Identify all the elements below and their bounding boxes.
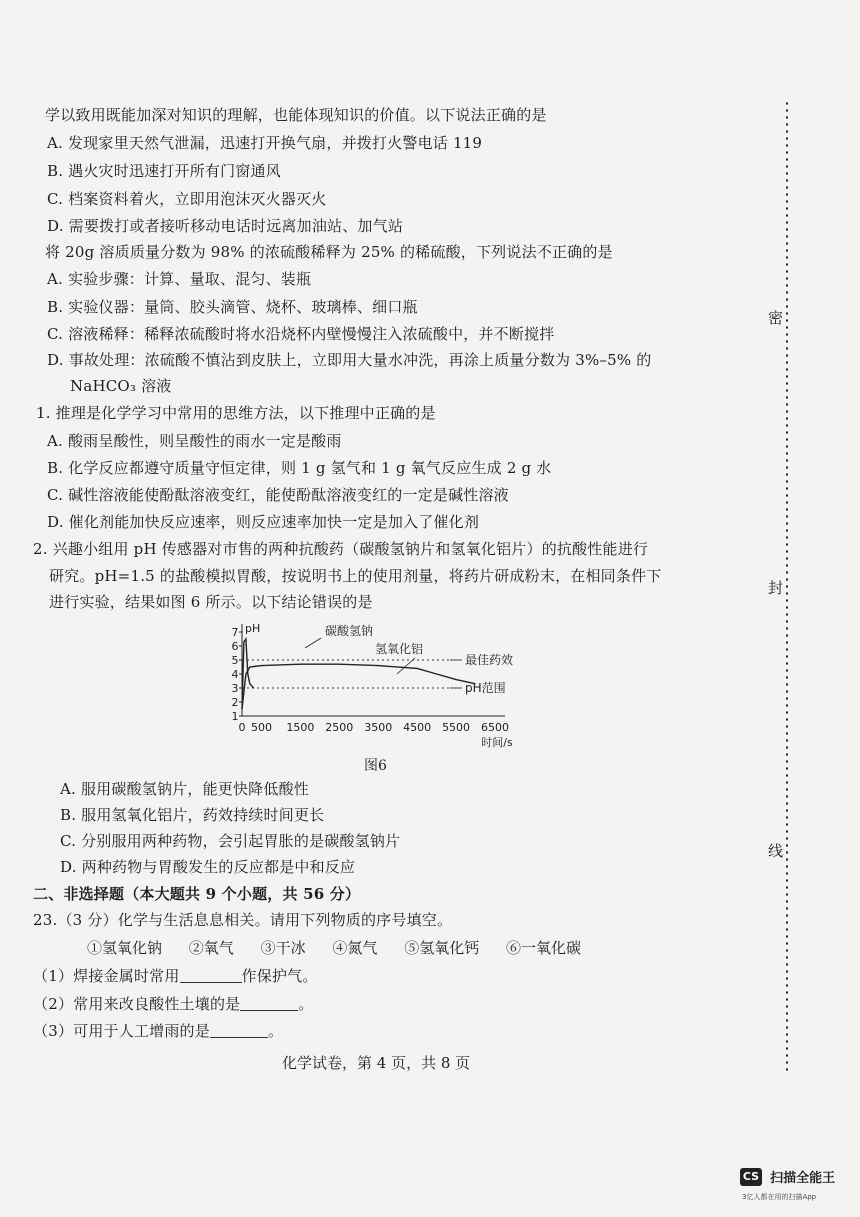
series-leader [305,638,321,648]
option-item: ⑥一氧化碳 [505,939,581,957]
text-line: 进行实验，结果如图 6 所示。以下结论错误的是 [49,593,373,611]
binding-char: 密 [768,305,783,330]
scanner-tagline: 3亿人都在用的扫描App [742,1193,817,1201]
x-tick-label: 1500 [286,721,315,734]
text-line: C. 分别服用两种药物，会引起胃胀的是碳酸氢钠片 [60,832,401,850]
fill-prompt: （2）常用来改良酸性土壤的是 [33,995,241,1013]
binding-char: 线 [768,838,783,863]
scanner-name: 扫描全能王 [770,1171,836,1186]
fill-line [33,966,318,986]
text-line: 研究。pH=1.5 的盐酸模拟胃酸，按说明书上的使用剂量，将药片研成粉末，在相同条件下 [49,567,662,585]
y-tick-label: 2 [231,696,239,709]
x-tick-label: 500 [250,721,272,734]
answer-blank[interactable] [180,968,242,983]
option-item: ⑤氢氧化钙 [404,939,480,957]
scanner-watermark [740,1166,835,1186]
ph-chart [225,618,515,753]
text-line: C. 溶液稀释：稀释浓硫酸时将水沿烧杯内壁慢慢注入浓硫酸中，并不断搅拌 [47,325,555,343]
reference-label: 最佳药效 [465,653,514,667]
text-line: A. 发现家里天然气泄漏，迅速打开换气扇，并拨打火警电话 119 [47,134,483,152]
text-line: C. 档案资料着火，立即用泡沫灭火器灭火 [47,190,327,208]
text-line: B. 遇火灾时迅速打开所有门窗通风 [47,162,281,180]
series-label: 氢氧化铝 [375,642,424,656]
fill-suffix: 。 [298,995,314,1013]
text-line: B. 实验仪器：量筒、胶头滴管、烧杯、玻璃棒、细口瓶 [47,298,418,316]
option-item: ③干冰 [260,939,306,957]
y-tick-label: 5 [231,654,239,667]
text-line: A. 服用碳酸氢钠片，能更快降低酸性 [60,780,309,798]
text-line: A. 实验步骤：计算、量取、混匀、装瓶 [47,270,312,288]
fill-suffix: 。 [267,1022,284,1040]
y-tick-label: 6 [231,640,239,653]
y-tick-label: 4 [231,668,239,681]
fill-prompt: （3）可用于人工增雨的是 [33,1022,210,1040]
series-line [242,664,476,709]
y-tick-label: 1 [231,710,239,723]
x-tick-label: 3500 [364,721,393,734]
fill-prompt: （1）焊接金属时常用 [33,967,180,985]
answer-blank[interactable] [240,996,298,1011]
text-line: D. 两种药物与胃酸发生的反应都是中和反应 [60,858,356,876]
option-item: ④氮气 [332,939,378,957]
substance-options [87,937,603,958]
x-tick-label: 5500 [442,721,471,734]
text-line: D. 事故处理：浓硫酸不慎沾到皮肤上，立即用大量水冲洗，再涂上质量分数为 3%–5% 的 [47,351,652,369]
answer-blank[interactable] [210,1023,268,1038]
option-item: ①氢氧化钠 [87,939,163,957]
y-tick-label: 7 [231,626,239,639]
fill-suffix: 作保护气。 [241,967,318,985]
x-tick-label: 6500 [481,721,509,734]
option-item: ②氧气 [188,939,234,957]
scanner-logo-icon: CS [740,1168,762,1186]
text-line: B. 服用氢氧化铝片，药效持续时间更长 [60,806,325,824]
reference-label: pH范围 [465,681,506,695]
series-leader [397,658,415,674]
x-tick-label: 2500 [325,721,354,734]
fill-line [33,1021,283,1041]
page-footer: 化学试卷，第 4 页，共 8 页 [282,1054,471,1072]
text-line: D. 需要拨打或者接听移动电话时远离加油站、加气站 [47,217,404,235]
fill-line [33,994,314,1014]
text-line: NaHCO₃ 溶液 [70,377,172,395]
binding-line [786,100,788,1072]
section-heading: 二、非选择题（本大题共 9 个小题，共 56 分） [33,885,361,903]
series-label: 碳酸氢钠 [325,624,374,638]
text-line: C. 碱性溶液能使酚酞溶液变红，能使酚酞溶液变红的一定是碱性溶液 [47,486,509,504]
x-tick-label: 4500 [403,721,432,734]
text-line: 将 20g 溶质质量分数为 98% 的浓硫酸稀释为 25% 的稀硫酸，下列说法不正确的是 [45,243,613,261]
y-tick-label: 3 [231,682,239,695]
text-line: B. 化学反应都遵守质量守恒定律，则 1 g 氢气和 1 g 氧气反应生成 2 g 水 [47,459,552,477]
text-line: 2. 兴趣小组用 pH 传感器对市售的两种抗酸药（碳酸氢钠片和氢氧化铝片）的抗酸性能进行 [33,540,649,558]
figure-caption: 图6 [364,758,387,774]
question-stem: 23.（3 分）化学与生活息息相关。请用下列物质的序号填空。 [33,911,453,929]
x-tick-label: 0 [238,721,246,734]
text-line: A. 酸雨呈酸性，则呈酸性的雨水一定是酸雨 [47,432,342,450]
y-axis-label: pH [245,622,261,635]
x-axis-label: 时间/s [481,736,513,749]
text-line: 学以致用既能加深对知识的理解，也能体现知识的价值。以下说法正确的是 [45,106,547,124]
text-line: 1. 推理是化学学习中常用的思维方法，以下推理中正确的是 [36,404,436,422]
binding-char: 封 [768,575,783,600]
text-line: D. 催化剂能加快反应速率，则反应速率加快一定是加入了催化剂 [47,513,480,531]
